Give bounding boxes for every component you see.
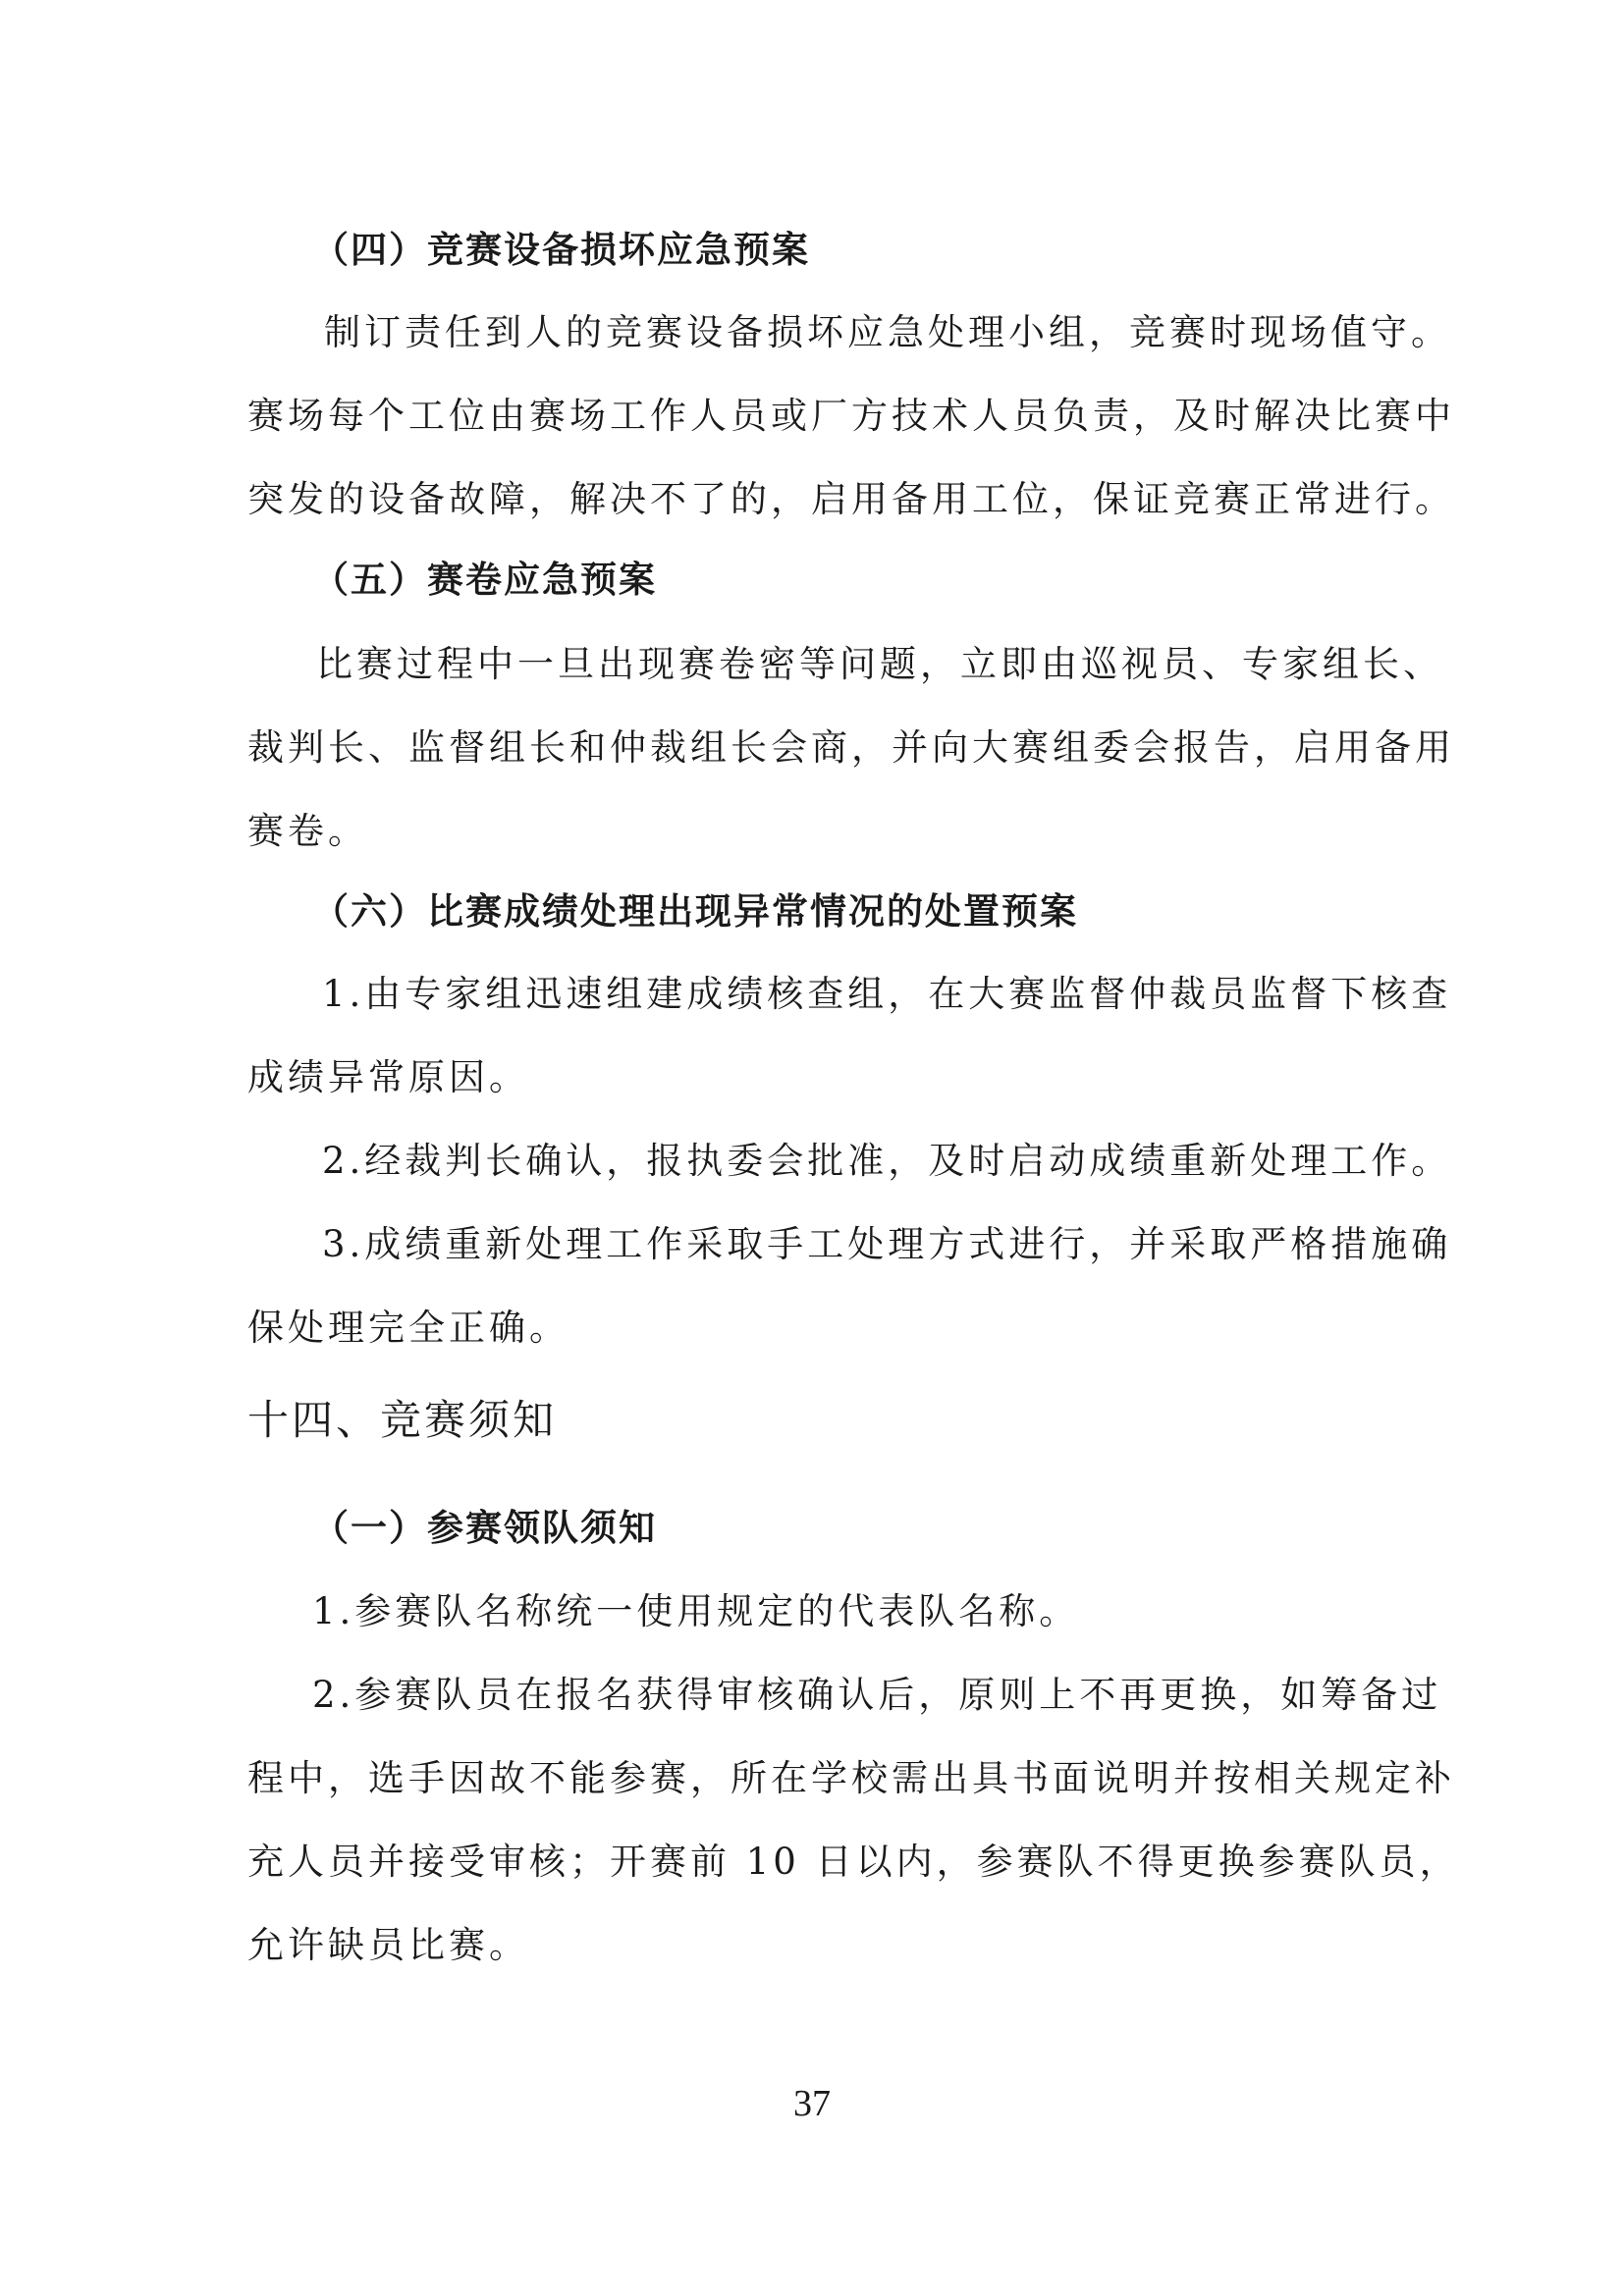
- paragraph-line: 1.参赛队名称统一使用规定的代表队名称。: [312, 1590, 1080, 1632]
- paragraph-line: 比赛过程中一旦出现赛卷密等问题，立即由巡视员、专家组长、: [316, 643, 1443, 685]
- paragraph-line: 制订责任到人的竞赛设备损坏应急处理小组，竞赛时现场值守。: [324, 311, 1451, 353]
- paragraph-line: 3.成绩重新处理工作采取手工处理方式进行，并采取严格措施确: [322, 1223, 1452, 1265]
- paragraph-line: 保处理完全正确。: [247, 1307, 569, 1349]
- section-heading-4: （四）竞赛设备损坏应急预案: [312, 228, 810, 271]
- paragraph-line: 1.由专家组迅速组建成绩核查组，在大赛监督仲裁员监督下核查: [322, 973, 1452, 1015]
- section-heading-1: （一）参赛领队须知: [312, 1506, 657, 1549]
- paragraph-line: 程中，选手因故不能参赛，所在学校需出具书面说明并按相关规定补: [247, 1757, 1455, 1799]
- paragraph-line: 裁判长、监督组长和仲裁组长会商，并向大赛组委会报告，启用备用: [247, 726, 1455, 769]
- paragraph-line: 2.经裁判长确认，报执委会批准，及时启动成绩重新处理工作。: [322, 1140, 1452, 1182]
- paragraph-line: 赛场每个工位由赛场工作人员或厂方技术人员负责，及时解决比赛中: [247, 395, 1455, 437]
- page-number: 37: [793, 2083, 831, 2124]
- paragraph-line: 2.参赛队员在报名获得审核确认后，原则上不再更换，如筹备过: [312, 1674, 1442, 1716]
- paragraph-line: 赛卷。: [247, 810, 368, 852]
- paragraph-line: 充人员并接受审核；开赛前 10 日以内，参赛队不得更换参赛队员，: [247, 1841, 1460, 1883]
- chapter-heading: 十四、竞赛须知: [247, 1396, 558, 1444]
- section-heading-5: （五）赛卷应急预案: [312, 558, 657, 601]
- paragraph-line: 成绩异常原因。: [247, 1056, 529, 1098]
- section-heading-6: （六）比赛成绩处理出现异常情况的处置预案: [312, 889, 1078, 933]
- paragraph-line: 突发的设备故障，解决不了的，启用备用工位，保证竞赛正常进行。: [247, 478, 1455, 520]
- paragraph-line: 允许缺员比赛。: [247, 1924, 529, 1966]
